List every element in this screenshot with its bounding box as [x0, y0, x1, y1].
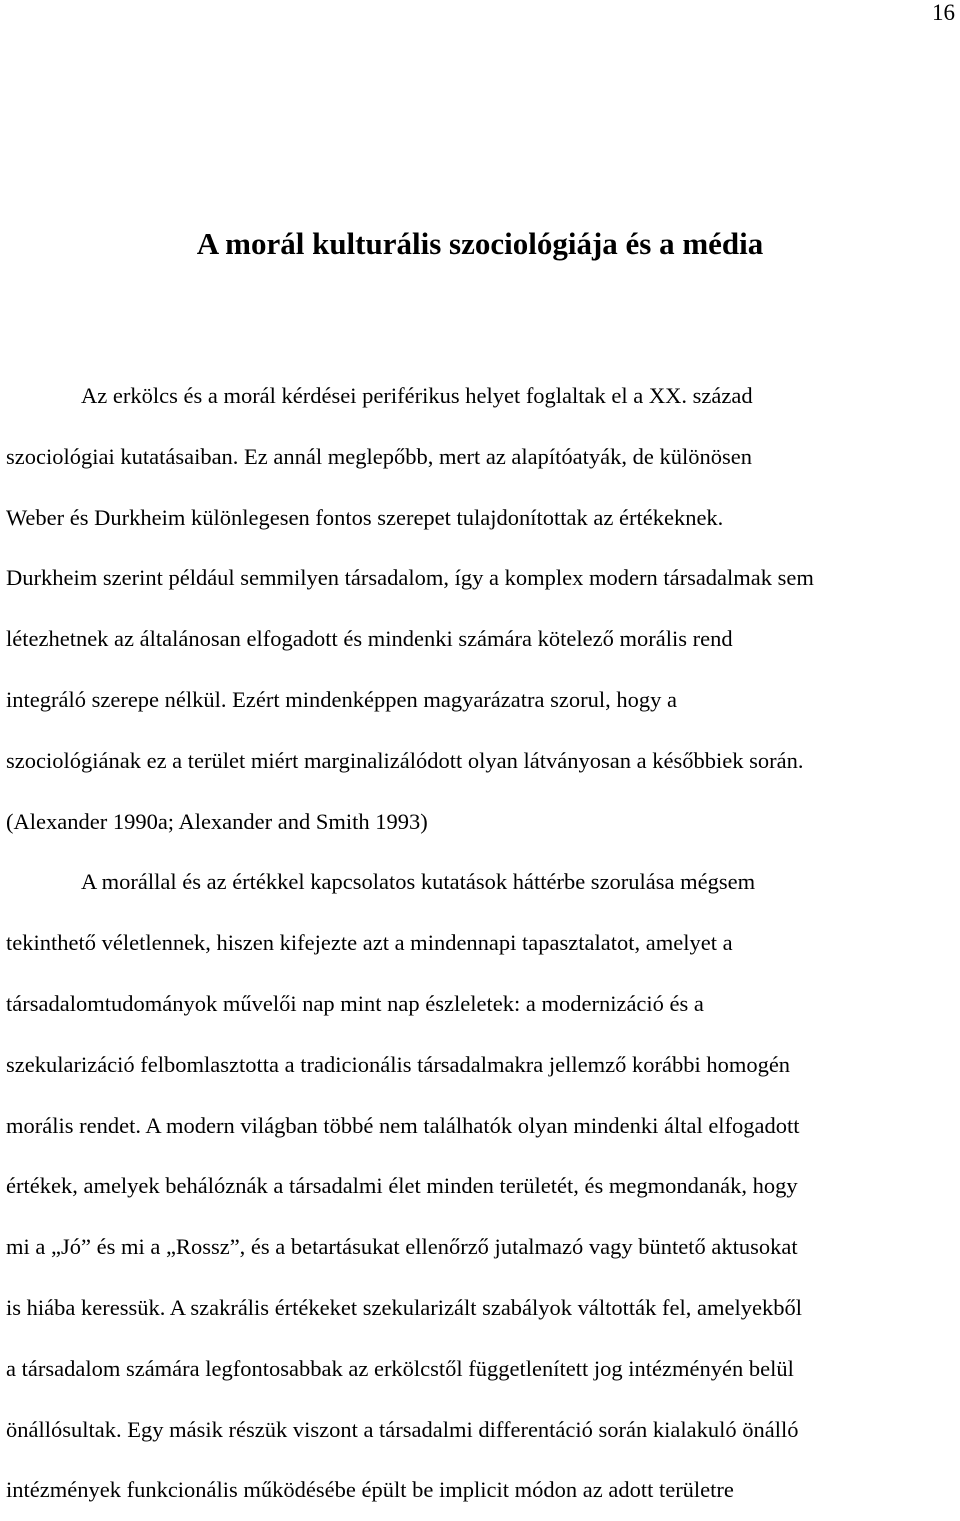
- body-text: [6, 366, 960, 1521]
- text-line: morális rendet. A modern világban többé nem találhatók olyan mindenki által elfogadott: [6, 1112, 800, 1138]
- text-line: mi a „Jó” és mi a „Rossz”, és a betartásukat ellenőrző jutalmazó vagy büntető aktusokat: [6, 1234, 798, 1260]
- text-line: tekinthető véletlennek, hiszen kifejezte azt a mindennapi tapasztalatot, amelyet a: [6, 930, 733, 956]
- text-line: Az erkölcs és a morál kérdései periférikus helyet foglaltak el a XX. század: [81, 383, 753, 408]
- text-line: társadalomtudományok művelői nap mint nap észleletek: a modernizáció és a: [6, 990, 704, 1016]
- text-line: a társadalom számára legfontosabbak az erkölcstől függetlenített jog intézményén belül: [6, 1355, 794, 1381]
- text-line: önállósultak. Egy másik részük viszont a társadalmi differentáció során kialakuló önálló: [6, 1416, 799, 1442]
- text-line: Weber és Durkheim különlegesen fontos szerepet tulajdonítottak az értékeknek.: [6, 504, 724, 530]
- text-line: szociológiai kutatásaiban. Ez annál meglepőbb, mert az alapítóatyák, de különösen: [6, 443, 752, 469]
- text-line: is hiába keressük. A szakrális értékeket szekularizált szabályok váltották fel, amelyekből: [6, 1294, 802, 1320]
- text-line: A morállal és az értékkel kapcsolatos kutatások háttérbe szorulása mégsem: [81, 869, 756, 895]
- text-line: szociológiának ez a terület miért marginalizálódott olyan látványosan a későbbiek során.: [6, 747, 804, 773]
- text-line: szekularizáció felbomlasztotta a tradicionális társadalmakra jellemző korábbi homogén: [6, 1051, 791, 1077]
- page-number: 16: [932, 0, 955, 25]
- text-line: (Alexander 1990a; Alexander and Smith 1993): [6, 808, 428, 834]
- text-line: integráló szerepe nélkül. Ezért mindenképpen magyarázatra szorul, hogy a: [6, 686, 677, 712]
- text-line: létezhetnek az általánosan elfogadott és mindenki számára kötelező morális rend: [6, 626, 733, 652]
- text-line: intézmények funkcionális működésébe épült be implicit módon az adott területre: [6, 1477, 734, 1503]
- text-line: Durkheim szerint például semmilyen társadalom, így a komplex modern társadalmak sem: [6, 565, 814, 591]
- text-line: értékek, amelyek behálóznák a társadalmi élet minden területét, és megmondanák, hogy: [6, 1173, 798, 1199]
- page-title: A morál kulturális szociológiája és a média: [196, 226, 764, 261]
